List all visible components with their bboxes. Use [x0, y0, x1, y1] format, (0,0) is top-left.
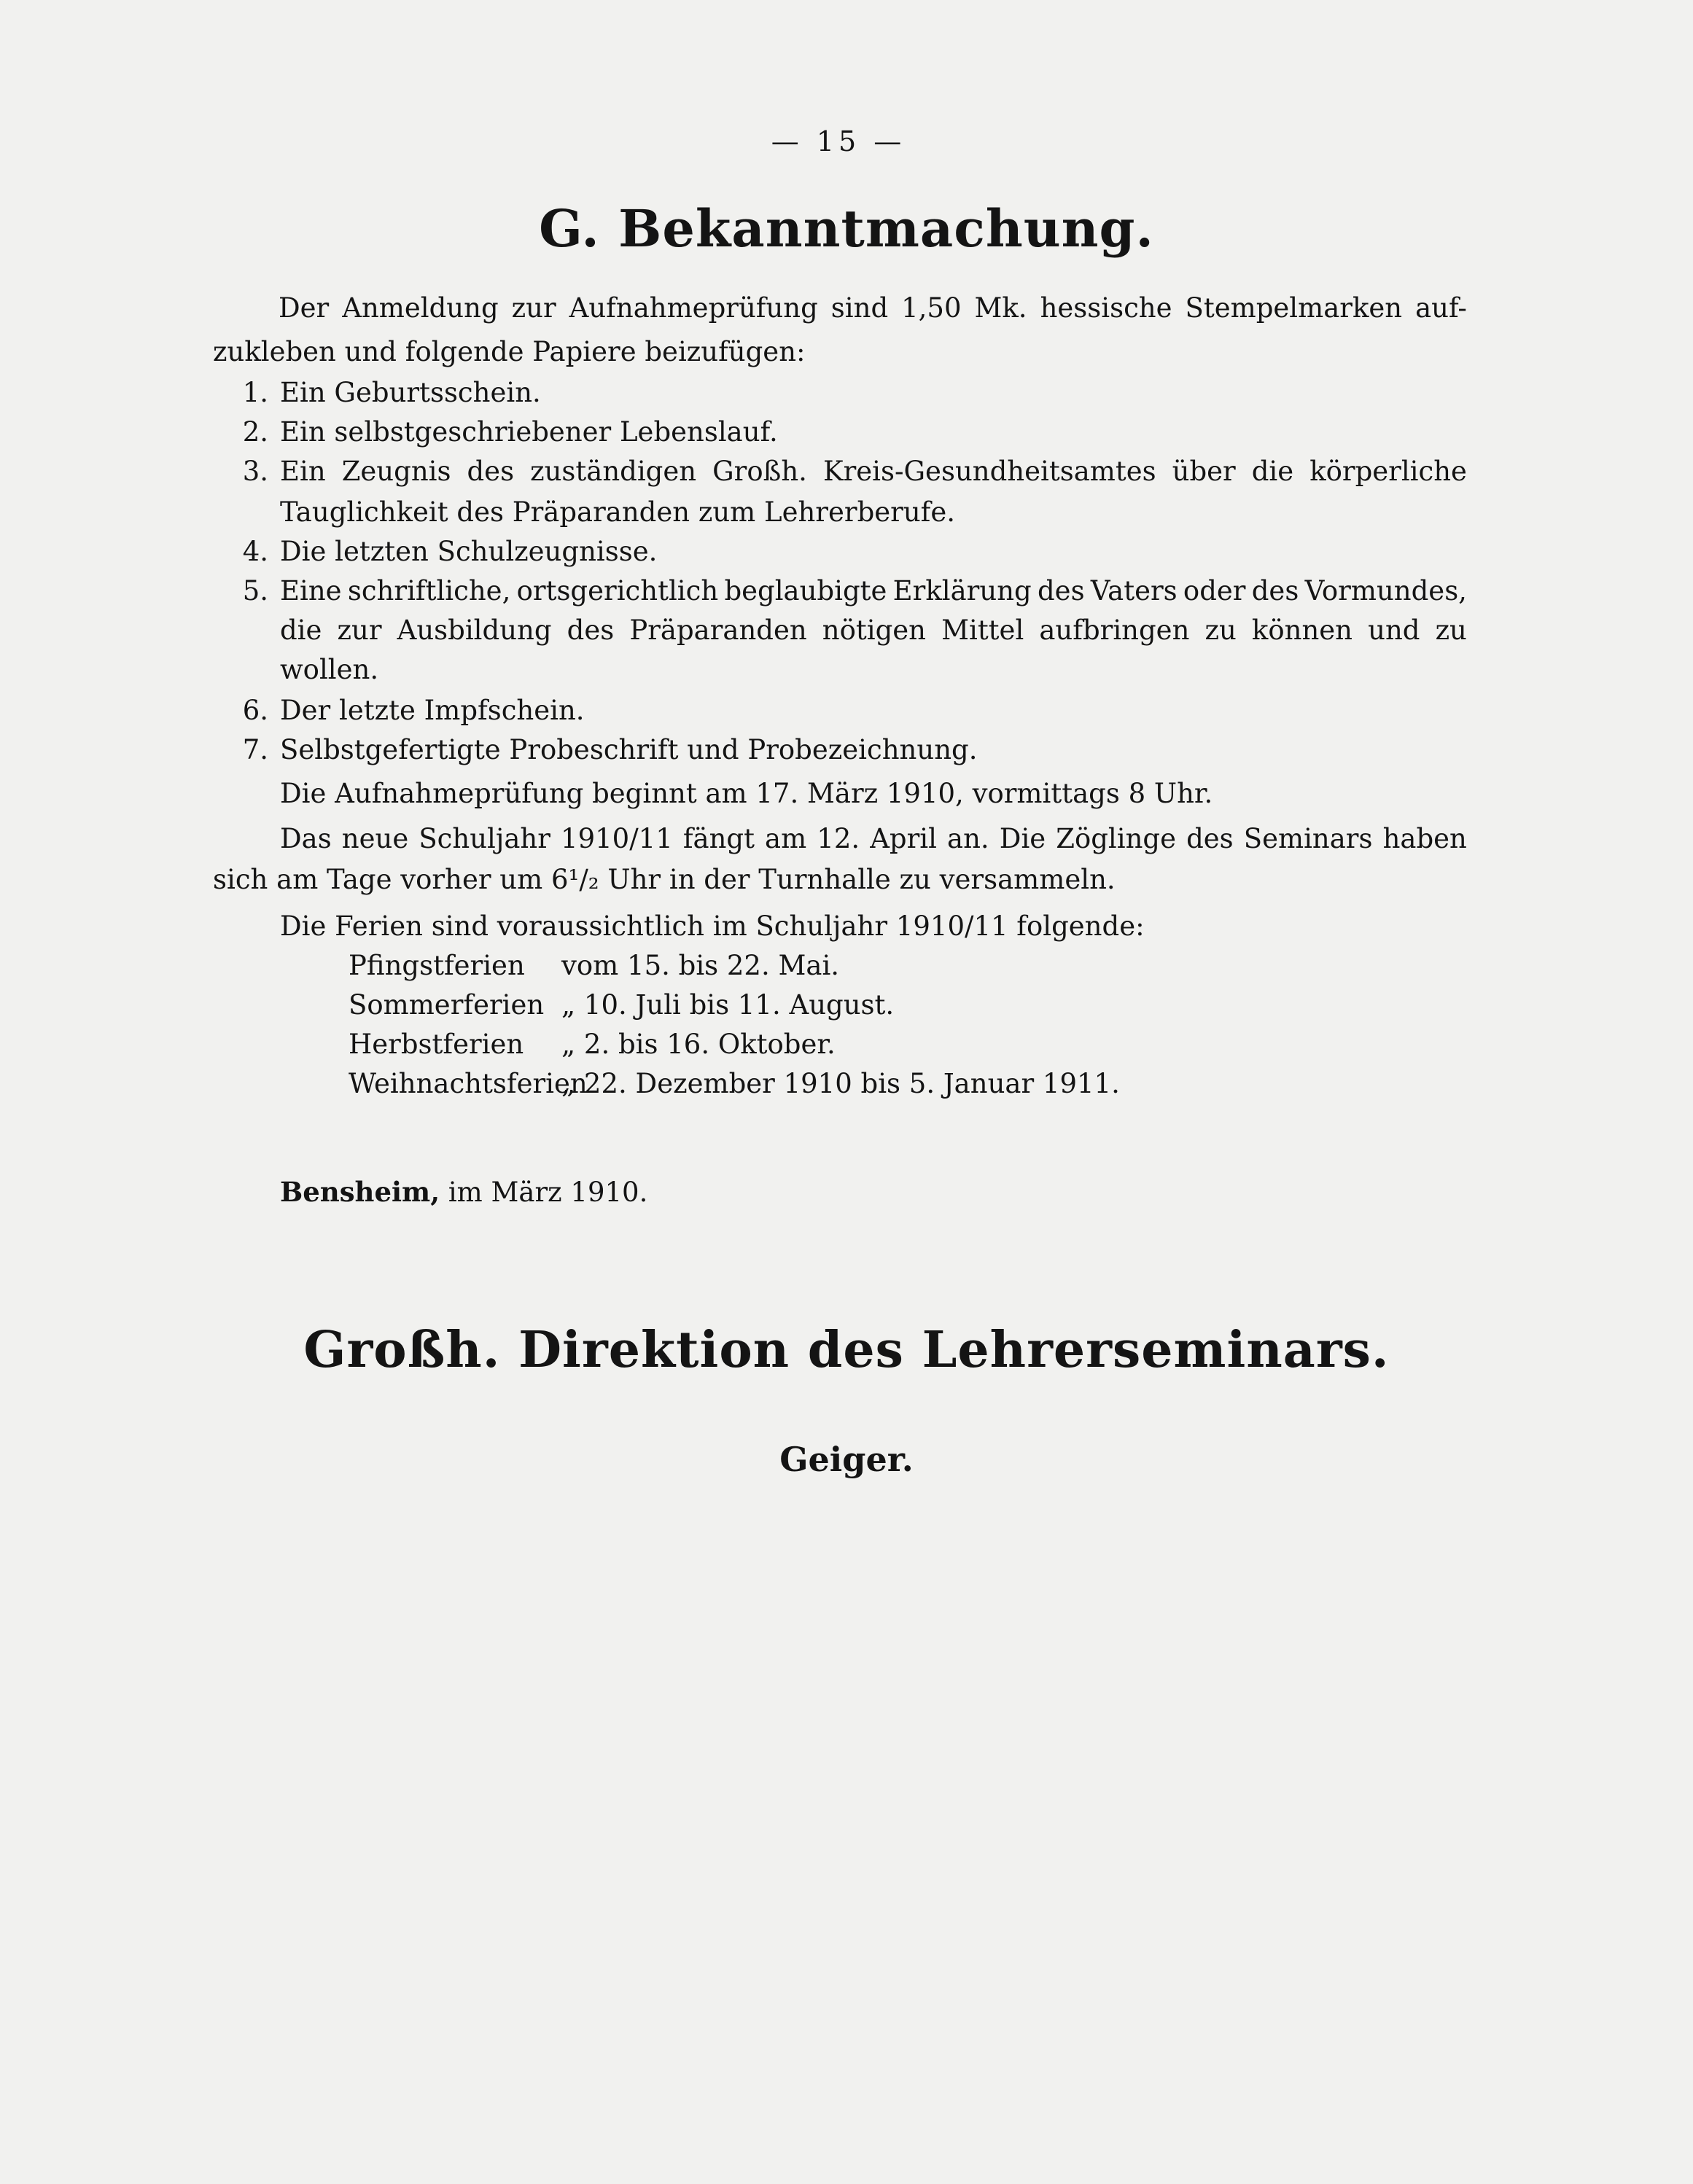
word: Mk. — [974, 292, 1027, 324]
word: Zöglinge — [1056, 823, 1177, 854]
word: körperliche — [1309, 456, 1467, 487]
word: oder — [1183, 575, 1246, 607]
word: 1910/11 — [561, 823, 673, 854]
word: 12. — [817, 823, 860, 854]
word: können — [1251, 615, 1353, 646]
word: 1,50 — [901, 292, 962, 324]
word: des — [1251, 575, 1299, 607]
word: Mittel — [941, 615, 1024, 646]
word: Erklärung — [892, 575, 1032, 607]
word: Die — [999, 823, 1046, 854]
list-item-continuation — [280, 612, 1467, 649]
list-text: Der letzte Impfschein. — [280, 695, 585, 726]
word: Seminars — [1243, 823, 1373, 854]
list-number: 2. — [242, 416, 268, 448]
word: fängt — [682, 823, 755, 854]
page-heading: G. Bekanntmachung. — [539, 198, 1154, 259]
list-text: Ein selbstgeschriebener Lebenslauf. — [280, 416, 778, 448]
word: des — [567, 615, 615, 646]
list-number: 1. — [242, 377, 268, 408]
holiday-period: „ 2. bis 16. Oktober. — [561, 1029, 836, 1060]
word: Ein — [280, 456, 326, 487]
word: ortsgerichtlich — [516, 575, 719, 607]
list-number: 3. — [242, 456, 268, 487]
holiday-name: Herbstferien — [349, 1029, 524, 1060]
holiday-name: Weihnachtsferien — [349, 1068, 588, 1099]
exam-date-text: Die Aufnahmeprüfung beginnt am 17. März 1910, vormittags 8 Uhr. — [280, 778, 1213, 809]
word: des — [467, 456, 515, 487]
word: die — [280, 615, 322, 646]
list-number: 6. — [242, 695, 268, 726]
word: Eine — [280, 575, 342, 607]
holiday-period: „ 22. Dezember 1910 bis 5. Januar 1911. — [561, 1068, 1120, 1099]
word: hessische — [1040, 292, 1172, 324]
word: April — [870, 823, 937, 854]
issue-date: im März 1910. — [448, 1177, 648, 1208]
place-name: Bensheim, — [280, 1176, 440, 1208]
list-item — [232, 453, 1467, 490]
page-number: — 15 — — [771, 125, 906, 157]
word: Vormundes, — [1304, 575, 1467, 607]
word: beglaubigte — [724, 575, 887, 607]
word: zu — [1435, 615, 1467, 646]
place-date-line — [280, 1174, 647, 1211]
list-text: Ein Geburtsschein. — [280, 377, 541, 408]
word: zu — [1204, 615, 1237, 646]
list-number: 7. — [242, 734, 268, 765]
word: neue — [341, 823, 409, 854]
word: Vaters — [1090, 575, 1178, 607]
holiday-period: „ 10. Juli bis 11. August. — [561, 989, 895, 1021]
holiday-period: vom 15. bis 22. Mai. — [561, 950, 840, 981]
word: Kreis-Gesundheitsamtes — [822, 456, 1156, 487]
word: Präparanden — [629, 615, 807, 646]
word: Schuljahr — [419, 823, 550, 854]
word: Der — [279, 292, 330, 324]
word: zur — [337, 615, 382, 646]
word: zur — [511, 292, 556, 324]
word: an. — [947, 823, 989, 854]
school-year-line-2: sich am Tage vorher um 6¹/₂ Uhr in der Turnhalle zu versammeln. — [213, 864, 1116, 895]
list-number: 5. — [242, 575, 268, 607]
word: Das — [280, 823, 332, 854]
word: des — [1037, 575, 1085, 607]
word: Zeugnis — [341, 456, 451, 487]
school-year-line-1 — [280, 821, 1467, 857]
word: haben — [1382, 823, 1467, 854]
list-number: 4. — [242, 536, 268, 567]
list-item — [232, 414, 778, 451]
list-item-continuation: wollen. — [280, 654, 379, 685]
word: die — [1251, 456, 1294, 487]
list-item — [232, 732, 977, 768]
list-item — [232, 534, 657, 570]
intro-line-2: zukleben und folgende Papiere beizufügen: — [213, 336, 806, 367]
issuing-authority: Großh. Direktion des Lehrerseminars. — [303, 1321, 1390, 1379]
list-item — [232, 693, 585, 729]
word: Stempelmarken — [1185, 292, 1403, 324]
word: nötigen — [822, 615, 926, 646]
list-text — [280, 453, 1467, 490]
list-text: Die letzten Schulzeugnisse. — [280, 536, 658, 567]
intro-line-1 — [279, 290, 1467, 327]
list-item — [232, 573, 1467, 609]
word: sind — [830, 292, 889, 324]
holiday-name: Pfingstferien — [349, 950, 525, 981]
list-item — [232, 375, 541, 411]
word: am — [765, 823, 807, 854]
word: auf- — [1415, 292, 1467, 324]
signatory-name: Geiger. — [779, 1440, 914, 1479]
list-text — [280, 573, 1467, 609]
holiday-name: Sommerferien — [349, 989, 545, 1021]
word: schriftliche, — [347, 575, 511, 607]
word: aufbringen — [1039, 615, 1190, 646]
list-text: Selbstgefertigte Probeschrift und Probezeichnung. — [280, 734, 978, 765]
holidays-intro: Die Ferien sind voraussichtlich im Schuljahr 1910/11 folgende: — [280, 910, 1145, 942]
list-item-continuation: Tauglichkeit des Präparanden zum Lehrerberufe. — [280, 496, 956, 528]
word: Großh. — [712, 456, 807, 487]
word: des — [1186, 823, 1234, 854]
word: Ausbildung — [397, 615, 552, 646]
word: und — [1368, 615, 1420, 646]
word: über — [1172, 456, 1236, 487]
word: Aufnahmeprüfung — [569, 292, 818, 324]
word: zuständigen — [530, 456, 697, 487]
word: Anmeldung — [342, 292, 499, 324]
